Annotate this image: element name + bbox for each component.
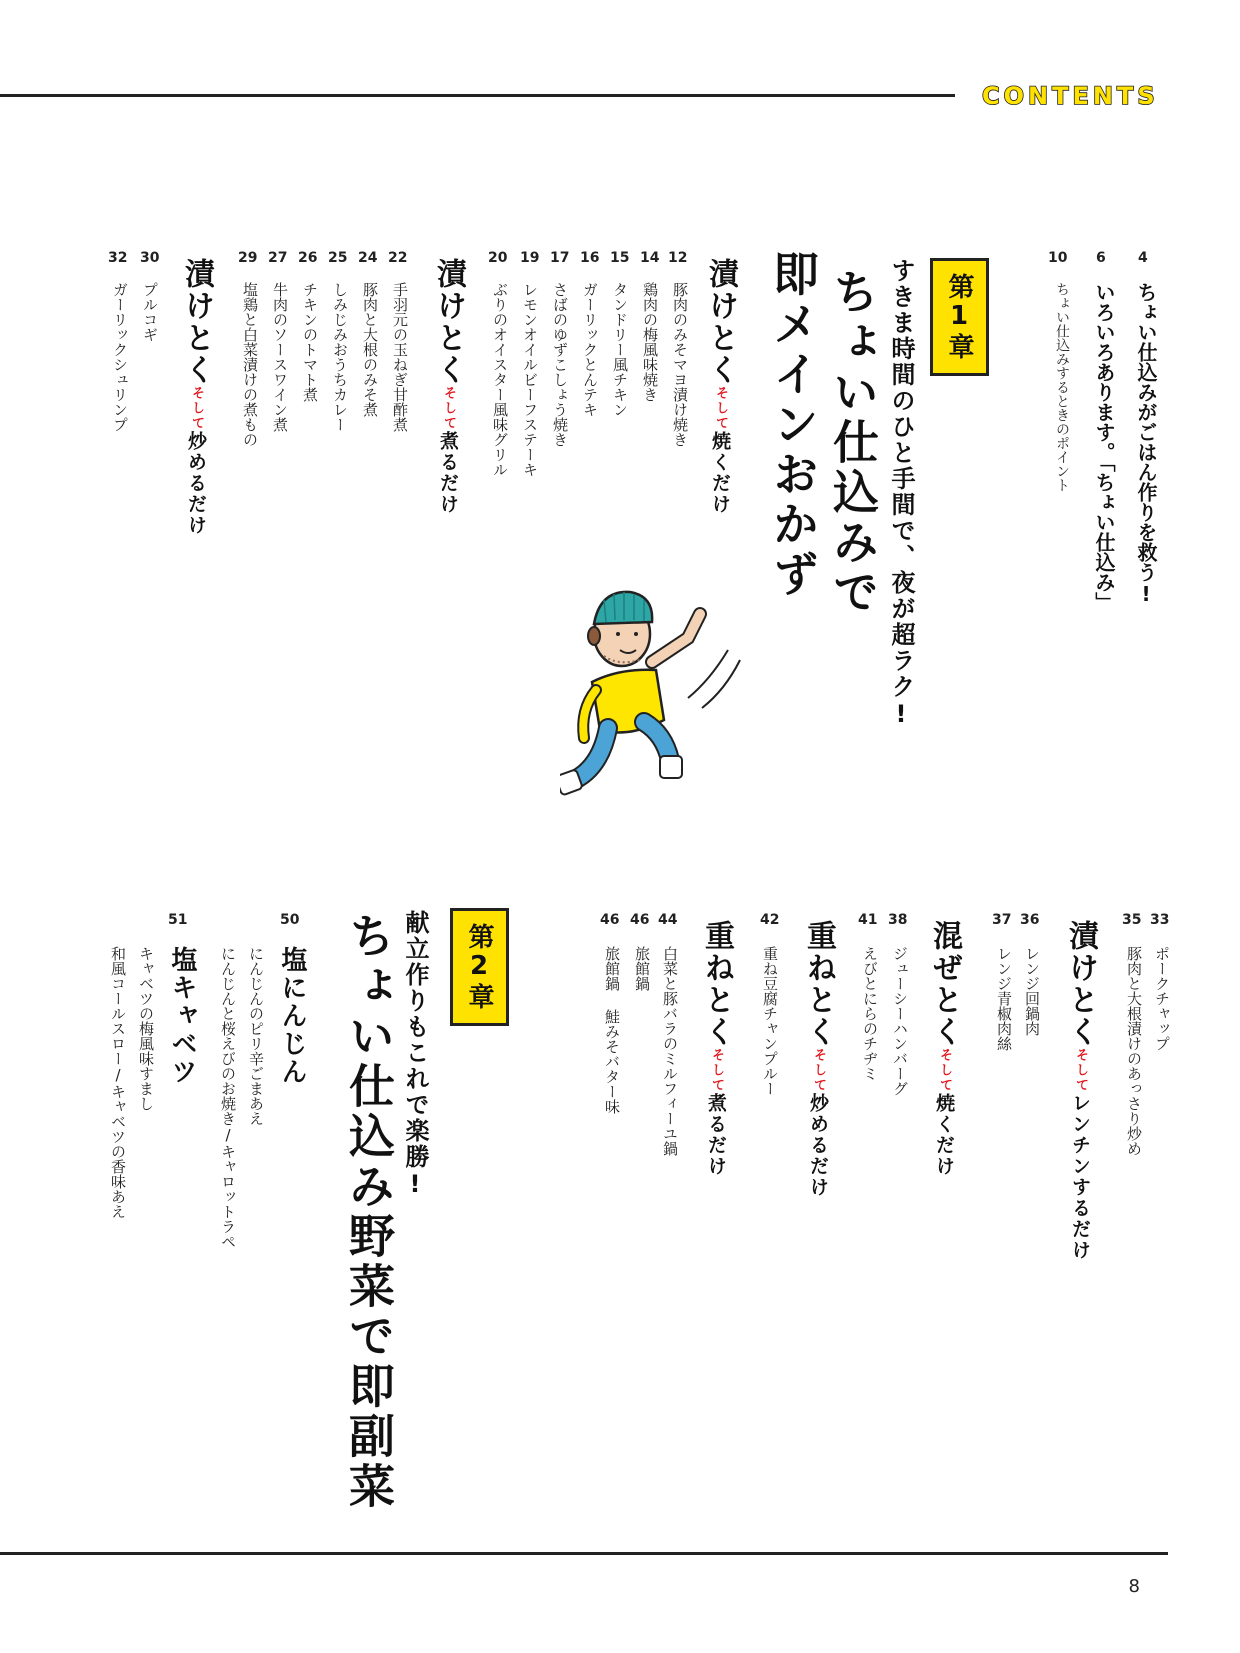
page-num-26: 26 xyxy=(298,250,318,266)
chapter2-subtitle: 献立作りもこれで楽勝! xyxy=(401,910,429,1200)
page-num-15: 15 xyxy=(610,250,630,266)
section-tail: 炒めるだけ xyxy=(807,1093,829,1198)
list-item: 白菜と豚バラのミルフィーユ鍋 xyxy=(661,946,679,1156)
list-item: ポークチャップ xyxy=(1153,946,1171,1051)
list-item: にんじんと桜えびのお焼き/キャロットラペ xyxy=(219,946,237,1249)
section-main: 重ねとく xyxy=(801,920,836,1048)
list-item: 塩鶏と白菜漬けの煮もの xyxy=(241,282,259,447)
section-title-marinate-grill xyxy=(698,258,742,515)
section-title-marinate-microwave xyxy=(1058,920,1102,1261)
chapter1-title-line2: 即メインおかず xyxy=(766,250,820,600)
list-item: ジューシーハンバーグ xyxy=(891,946,909,1096)
chapter1-badge: 第1章 xyxy=(930,258,989,376)
section-main: 混ぜとく xyxy=(927,920,962,1048)
list-item: チキンのトマト煮 xyxy=(301,282,319,402)
list-item: にんじんのピリ辛ごまあえ xyxy=(247,946,265,1126)
page-num-38: 38 xyxy=(888,912,908,928)
list-item: ガーリックシュリンプ xyxy=(111,282,129,432)
page-num-17: 17 xyxy=(550,250,570,266)
page-num-33: 33 xyxy=(1150,912,1170,928)
list-item: しみじみおうちカレー xyxy=(331,282,349,432)
contents-title: CONTENTS xyxy=(982,82,1159,110)
page-num-44: 44 xyxy=(658,912,678,928)
page-num-42: 42 xyxy=(760,912,780,928)
list-item: 豚肉のみそマヨ漬け焼き xyxy=(671,282,689,447)
section-title-marinate-simmer xyxy=(426,258,470,515)
page-num-27: 27 xyxy=(268,250,288,266)
page-num-35: 35 xyxy=(1122,912,1142,928)
page-num-20: 20 xyxy=(488,250,508,266)
bottom-rule xyxy=(0,1552,1168,1555)
section-main: 漬けとく xyxy=(179,258,214,386)
chapter1-title-line1: ちょい仕込みで xyxy=(826,268,880,618)
page-num-25: 25 xyxy=(328,250,348,266)
list-item: 旅館鍋 xyxy=(633,946,651,991)
list-item: レンジ回鍋肉 xyxy=(1023,946,1041,1036)
top-rule xyxy=(0,94,955,97)
page-num-32: 32 xyxy=(108,250,128,266)
page-number: 8 xyxy=(1128,1576,1140,1597)
list-item: ぶりのオイスター風味グリル xyxy=(491,282,509,477)
intro-item-2: いろいろあります。「ちょい仕込み」 xyxy=(1092,282,1116,612)
chapter2-badge: 第2章 xyxy=(450,908,509,1026)
page-num-36: 36 xyxy=(1020,912,1040,928)
section-tail: 煮るだけ xyxy=(437,431,459,515)
list-item: 重ね豆腐チャンプルー xyxy=(761,946,779,1096)
list-item: 牛肉のソースワイン煮 xyxy=(271,282,289,432)
list-item: 豚肉と大根のみそ煮 xyxy=(361,282,379,417)
running-man-illustration xyxy=(560,570,780,840)
page-num-50: 50 xyxy=(280,912,300,928)
section-connector: そして xyxy=(1073,1048,1088,1093)
intro-item-3: ちょい仕込みするときのポイント xyxy=(1054,282,1070,492)
section-title-marinate-stirfry xyxy=(174,258,218,536)
section-tail: 焼くだけ xyxy=(709,431,731,515)
list-item: 和風コールスロー/キャベツの香味あえ xyxy=(109,946,127,1219)
section-tail: 焼くだけ xyxy=(933,1093,955,1177)
list-item: キャベツの梅風味すまし xyxy=(137,946,155,1111)
page-num-24: 24 xyxy=(358,250,378,266)
section-title-mix-grill xyxy=(922,920,966,1177)
list-item: プルコギ xyxy=(141,282,159,342)
intro-page-1: 4 xyxy=(1138,250,1148,266)
section-main: 漬けとく xyxy=(703,258,738,386)
section-tail: レンチンするだけ xyxy=(1069,1093,1091,1261)
section-connector: そして xyxy=(713,386,728,431)
page-num-12: 12 xyxy=(668,250,688,266)
page-num-14: 14 xyxy=(640,250,660,266)
section-main: 漬けとく xyxy=(1063,920,1098,1048)
page-num-51: 51 xyxy=(168,912,188,928)
list-item: 手羽元の玉ねぎ甘酢煮 xyxy=(391,282,409,432)
page-num-41: 41 xyxy=(858,912,878,928)
section-connector: そして xyxy=(709,1048,724,1093)
page-num-29: 29 xyxy=(238,250,258,266)
section-connector: そして xyxy=(189,386,204,431)
list-item: 豚肉と大根漬けのあっさり炒め xyxy=(1125,946,1143,1156)
page-num-16: 16 xyxy=(580,250,600,266)
intro-page-2: 6 xyxy=(1096,250,1106,266)
list-item: えびとにらのチヂミ xyxy=(861,946,879,1081)
list-item: 旅館鍋 鮭みそバター味 xyxy=(603,946,621,1114)
section-title-salt-carrot: 塩にんじん xyxy=(277,946,307,1086)
page-num-37: 37 xyxy=(992,912,1012,928)
intro-page-3: 10 xyxy=(1048,250,1068,266)
page-num-30: 30 xyxy=(140,250,160,266)
intro-item-1: ちょい仕込みがごはん作りを救う! xyxy=(1134,282,1158,606)
section-title-layer-stirfry xyxy=(796,920,840,1198)
section-tail: 煮るだけ xyxy=(705,1093,727,1177)
page-num-22: 22 xyxy=(388,250,408,266)
list-item: ガーリックとんテキ xyxy=(581,282,599,417)
section-main: 漬けとく xyxy=(431,258,466,386)
page-num-46a: 46 xyxy=(630,912,650,928)
page-num-46b: 46 xyxy=(600,912,620,928)
section-title-salt-cabbage: 塩キャベツ xyxy=(167,946,197,1086)
section-connector: そして xyxy=(811,1048,826,1093)
section-connector: そして xyxy=(937,1048,952,1093)
list-item: さばのゆずこしょう焼き xyxy=(551,282,569,447)
list-item: 鶏肉の梅風味焼き xyxy=(641,282,659,402)
chapter1-subtitle: すきま時間のひと手間で、夜が超ラク! xyxy=(887,258,915,730)
section-connector: そして xyxy=(441,386,456,431)
section-tail: 炒めるだけ xyxy=(185,431,207,536)
chapter2-title: ちょい仕込み野菜で即副菜 xyxy=(342,912,396,1512)
list-item: レモンオイルビーフステーキ xyxy=(521,282,539,477)
page-num-19: 19 xyxy=(520,250,540,266)
list-item: レンジ青椒肉絲 xyxy=(995,946,1013,1051)
section-title-layer-simmer xyxy=(694,920,738,1177)
list-item: タンドリー風チキン xyxy=(611,282,629,417)
section-main: 重ねとく xyxy=(699,920,734,1048)
